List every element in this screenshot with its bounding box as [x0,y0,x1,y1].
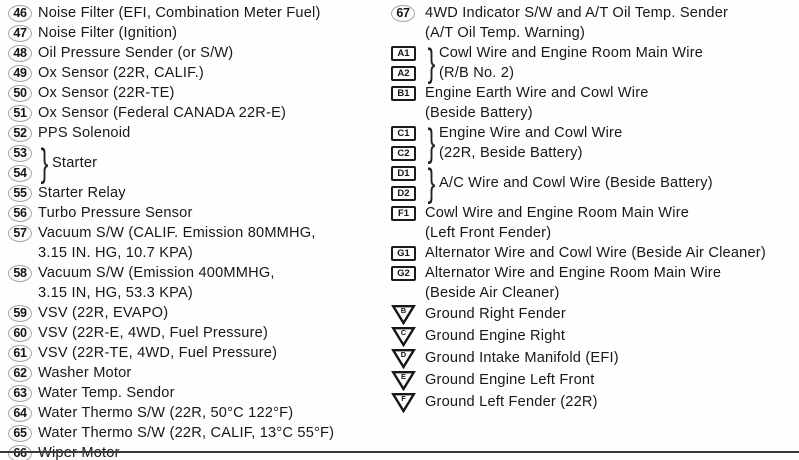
circled-number: 48 [8,45,32,62]
item-text-lines [38,103,389,123]
item-text-lines [38,183,389,203]
ground-symbol-icon [391,370,416,391]
item-text-lines [38,303,389,323]
marker-column [391,203,425,223]
marker-column [391,3,425,23]
item-text-lines [425,263,797,303]
connector-code: A2 [391,66,416,81]
connector-code: F1 [391,206,416,221]
marker-slot [391,123,425,143]
item-text: Alternator Wire and Engine Room Main Wire [425,265,722,281]
item-text: Turbo Pressure Sensor [38,205,193,221]
marker-slot [391,243,425,263]
marker-column [391,43,425,83]
marker-slot [8,63,38,83]
ground-symbol-icon [391,304,416,325]
item-text-lines [38,203,389,223]
item-text-lines [38,3,389,23]
marker-slot [8,3,38,23]
marker-column [391,163,425,203]
marker-slot [391,325,425,347]
legend-item [8,83,389,103]
legend-item [391,347,797,369]
ground-symbol-icon [391,348,416,369]
ground-symbol-letter: E [400,371,407,381]
item-text-lines [439,123,797,163]
circled-number: 57 [8,225,32,242]
item-text: Ground Engine Left Front [425,372,595,388]
marker-column [8,223,38,243]
circled-number: 51 [8,105,32,122]
circled-number: 64 [8,405,32,422]
circled-number: 55 [8,185,32,202]
circled-number: 56 [8,205,32,222]
legend-item [391,243,797,263]
item-text-lines [425,303,797,325]
marker-column [8,383,38,403]
item-text: Ground Left Fender (22R) [425,394,598,410]
marker-column [8,203,38,223]
item-text: (Beside Air Cleaner) [425,285,560,301]
legend-item [391,263,797,303]
item-text-lines [38,423,389,443]
marker-slot [8,303,38,323]
legend-item [8,123,389,143]
brace-column [425,120,439,165]
legend-item [8,403,389,423]
marker-column [8,63,38,83]
item-text-lines [52,143,389,183]
marker-column [8,303,38,323]
marker-slot [8,183,38,203]
legend-item [8,103,389,123]
marker-column [391,325,425,347]
legend-item [391,391,797,413]
grouping-brace: } [428,120,436,165]
legend-item [8,223,389,263]
circled-number: 47 [8,25,32,42]
marker-slot [8,263,38,283]
grouping-brace: } [41,140,49,185]
marker-slot [8,223,38,243]
item-text: A/C Wire and Cowl Wire (Beside Battery) [439,175,713,191]
item-text: Noise Filter (EFI, Combination Meter Fuel) [38,5,321,21]
item-text: VSV (22R-TE, 4WD, Fuel Pressure) [38,345,278,361]
marker-slot [391,3,425,23]
marker-column [8,403,38,423]
bottom-rule [0,451,799,453]
marker-column [391,347,425,369]
item-text-lines [425,369,797,391]
item-text: Ox Sensor (Federal CANADA 22R-E) [38,105,287,121]
legend-item [8,363,389,383]
legend-item [391,160,797,205]
legend-item [8,43,389,63]
item-text: Ox Sensor (22R-TE) [38,85,175,101]
circled-number: 63 [8,385,32,402]
marker-column [8,343,38,363]
item-text-lines [425,203,797,243]
item-text-lines [38,343,389,363]
legend-column-left [8,3,389,460]
item-text: Oil Pressure Sender (or S/W) [38,45,234,61]
legend-item [8,343,389,363]
marker-slot [391,43,425,63]
legend-item [8,323,389,343]
item-text-lines [439,163,797,203]
ground-symbol-letter: C [400,327,407,337]
circled-number: 53 [8,145,32,162]
item-text-lines [425,3,797,43]
connector-code: C1 [391,126,416,141]
marker-slot [391,183,425,203]
connector-code: D2 [391,186,416,201]
marker-slot [8,163,38,183]
item-text-lines [38,63,389,83]
item-text: Cowl Wire and Engine Room Main Wire [439,45,704,61]
grouping-brace: } [428,40,436,85]
legend-item [8,303,389,323]
marker-slot [8,43,38,63]
marker-column [8,83,38,103]
marker-column [391,369,425,391]
marker-slot [8,143,38,163]
item-text-lines [439,43,797,83]
legend-item [8,383,389,403]
item-text: Ground Right Fender [425,306,566,322]
item-text: Vacuum S/W (Emission 400MMHG, [38,265,275,281]
circled-number: 61 [8,345,32,362]
item-text: VSV (22R, EVAPO) [38,305,169,321]
legend-item [391,40,797,85]
circled-number: 62 [8,365,32,382]
item-text: Alternator Wire and Cowl Wire (Beside Air Cleaner) [425,245,766,261]
item-text: Ox Sensor (22R, CALIF.) [38,65,204,81]
circled-number: 60 [8,325,32,342]
legend-item [8,3,389,23]
marker-column [8,423,38,443]
marker-column [391,391,425,413]
item-text: (22R, Beside Battery) [439,145,583,161]
marker-column [8,103,38,123]
legend-item [8,140,389,185]
legend-item [8,63,389,83]
item-text: (R/B No. 2) [439,65,515,81]
item-text: Washer Motor [38,365,132,381]
ground-symbol-letter: D [400,349,407,359]
marker-slot [8,23,38,43]
brace-column [425,40,439,85]
marker-slot [391,63,425,83]
brace-column [38,140,52,185]
item-text: Water Thermo S/W (22R, 50°C 122°F) [38,405,294,421]
item-text-lines [425,391,797,413]
legend-item [8,263,389,303]
item-text-lines [38,363,389,383]
item-text: (Beside Battery) [425,105,533,121]
item-text-lines [38,263,389,303]
item-text: VSV (22R-E, 4WD, Fuel Pressure) [38,325,269,341]
connector-code: C2 [391,146,416,161]
marker-column [8,43,38,63]
legend-item [8,203,389,223]
item-text-lines [425,243,797,263]
circled-number: 52 [8,125,32,142]
item-text: Starter [52,155,98,171]
marker-column [8,23,38,43]
item-text-lines [425,83,797,123]
circled-number: 58 [8,265,32,282]
circled-number: 67 [391,5,415,22]
marker-column [391,263,425,283]
marker-slot [8,203,38,223]
legend-item [391,3,797,43]
item-text-lines [38,223,389,263]
ground-symbol-letter: F [401,393,406,403]
connector-code: G2 [391,266,416,281]
marker-slot [391,203,425,223]
item-text-lines [38,403,389,423]
legend-item [8,183,389,203]
marker-slot [391,163,425,183]
brace-column [425,160,439,205]
marker-slot [391,263,425,283]
item-text: Ground Engine Right [425,328,566,344]
marker-slot [8,323,38,343]
item-text: Starter Relay [38,185,126,201]
marker-column [391,243,425,263]
marker-slot [8,383,38,403]
legend-item [391,83,797,123]
item-text: PPS Solenoid [38,125,131,141]
legend-item [8,423,389,443]
item-text: Engine Earth Wire and Cowl Wire [425,85,649,101]
marker-slot [8,343,38,363]
circled-number: 59 [8,305,32,322]
circled-number: 50 [8,85,32,102]
grouping-brace: } [428,160,436,205]
circled-number: 65 [8,425,32,442]
item-text: (Left Front Fender) [425,225,552,241]
marker-slot [391,303,425,325]
item-text-lines [38,383,389,403]
legend-item [391,369,797,391]
item-text: Noise Filter (Ignition) [38,25,178,41]
marker-slot [8,103,38,123]
marker-column [8,323,38,343]
item-text-lines [38,43,389,63]
item-text: 4WD Indicator S/W and A/T Oil Temp. Sender [425,5,729,21]
connector-code: D1 [391,166,416,181]
marker-column [8,123,38,143]
marker-column [8,263,38,283]
item-text: 3.15 IN. HG, 10.7 KPA) [38,245,193,261]
marker-slot [391,83,425,103]
marker-slot [391,391,425,413]
item-text: 3.15 IN, HG, 53.3 KPA) [38,285,193,301]
item-text: Ground Intake Manifold (EFI) [425,350,619,366]
marker-column [391,303,425,325]
legend-column-right [391,3,797,413]
marker-slot [8,403,38,423]
ground-symbol-icon [391,392,416,413]
item-text: (A/T Oil Temp. Warning) [425,25,586,41]
circled-number: 46 [8,5,32,22]
circled-number: 49 [8,65,32,82]
item-text: Water Temp. Sendor [38,385,175,401]
marker-slot [8,123,38,143]
item-text: Vacuum S/W (CALIF. Emission 80MMHG, [38,225,316,241]
item-text-lines [38,83,389,103]
marker-column [8,363,38,383]
item-text-lines [38,323,389,343]
marker-column [391,83,425,103]
legend-item [8,23,389,43]
marker-slot [391,143,425,163]
item-text: Engine Wire and Cowl Wire [439,125,623,141]
marker-column [8,143,38,183]
connector-code: G1 [391,246,416,261]
item-text: Water Thermo S/W (22R, CALIF, 13°C 55°F) [38,425,335,441]
item-text-lines [425,347,797,369]
item-text-lines [38,123,389,143]
ground-symbol-letter: B [400,305,407,315]
connector-code: A1 [391,46,416,61]
circled-number: 54 [8,165,32,182]
item-text-lines [38,23,389,43]
ground-symbol-icon [391,326,416,347]
item-text-lines [425,325,797,347]
marker-slot [391,369,425,391]
marker-slot [391,347,425,369]
connector-code: B1 [391,86,416,101]
legend-item [391,203,797,243]
legend-item [391,303,797,325]
marker-slot [8,363,38,383]
legend-item [391,325,797,347]
marker-slot [8,423,38,443]
marker-column [391,123,425,163]
legend-item [391,120,797,165]
marker-column [8,183,38,203]
marker-column [8,3,38,23]
marker-slot [8,83,38,103]
item-text: Cowl Wire and Engine Room Main Wire [425,205,690,221]
